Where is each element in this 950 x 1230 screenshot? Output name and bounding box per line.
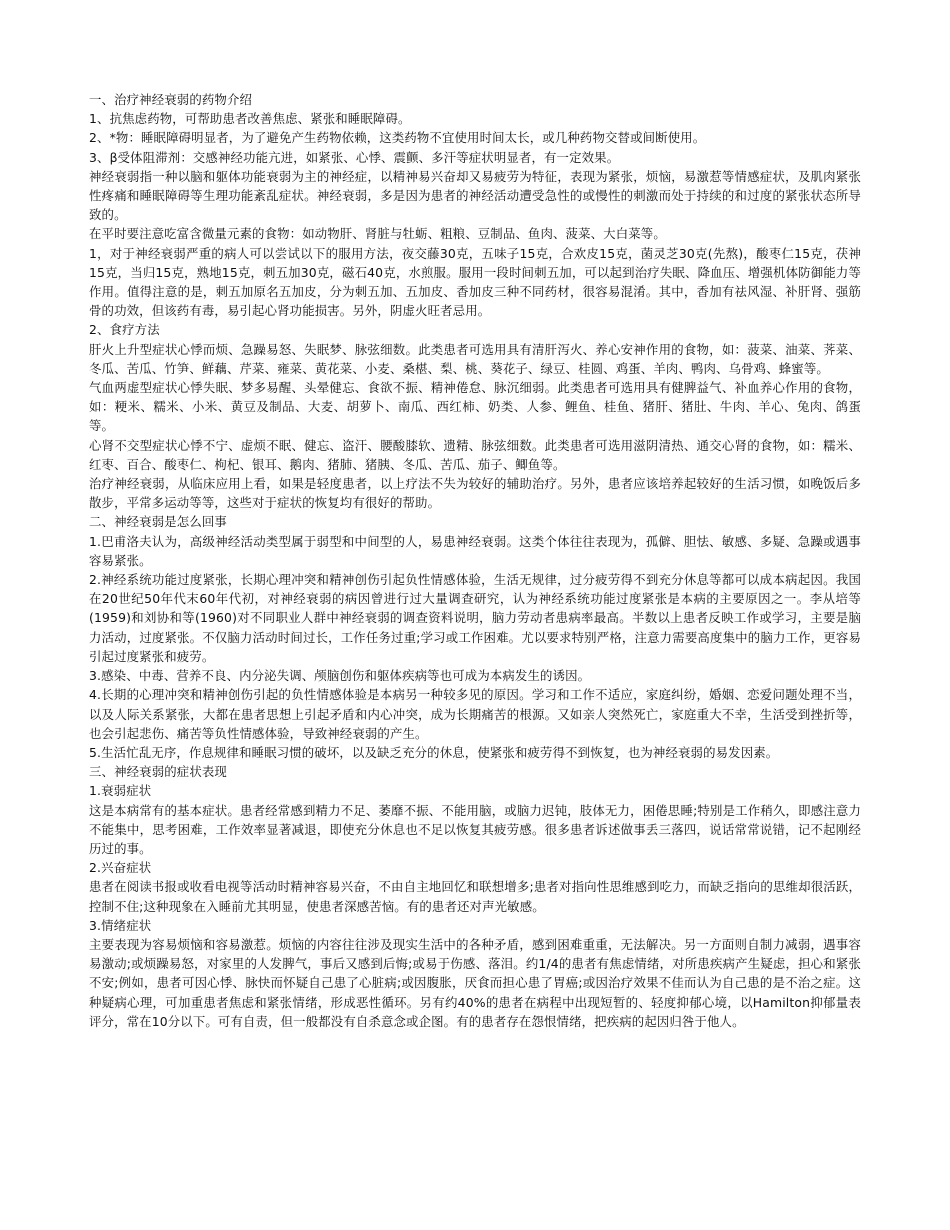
- subheading-emotional-symptoms: 3.情绪症状: [89, 917, 152, 933]
- drug-item-beta-blocker: 3、β受体阻滞剂：交感神经功能亢进，如紧张、心悸、震颤、多汗等症状明显者，有一定效果。: [89, 149, 620, 165]
- subheading-diet-therapy: 2、食疗方法: [89, 322, 160, 338]
- diet-liver-fire-paragraph: 肝火上升型症状心悸而烦、急躁易怒、失眠梦、脉弦细数。此类患者可选用具有清肝泻火、养心安神作用的食物，如：菠菜、油菜、荠菜、冬瓜、苦瓜、竹笋、鲜藕、芹菜、雍菜、黄花菜、小麦、桑椹、梨、桃、葵花子、绿豆、桂圆、鸡蛋、羊肉、鸭肉、乌骨鸡、蜂蜜等。: [89, 341, 861, 376]
- subheading-excitement-symptoms: 2.兴奋症状: [89, 860, 152, 876]
- diet-heart-kidney-paragraph: 心肾不交型症状心悸不宁、虚烦不眠、健忘、盗汗、腰酸膝软、遗精、脉弦细数。此类患者可选用滋阴清热、通交心肾的食物，如：糯米、红枣、百合、酸枣仁、枸杞、银耳、鹅肉、猪肺、猪胰、冬瓜、苦瓜、茄子、鲫鱼等。: [89, 437, 861, 472]
- cause-item-4: 4.长期的心理冲突和精神创伤引起的负性情感体验是本病另一种较多见的原因。学习和工作不适应，家庭纠纷，婚姻、恋爱问题处理不当，以及人际关系紧张，大都在患者思想上引起矛盾和内心冲突，成为长期痛苦的根源。又如亲人突然死亡，家庭重大不幸，生活受到挫折等，也会引起悲伤、痛苦等负性情感体验，导致神经衰弱的产生。: [89, 687, 861, 741]
- cause-item-5: 5.生活忙乱无序，作息规律和睡眠习惯的破坏，以及缺乏充分的休息，使紧张和疲劳得不到恢复，也为神经衰弱的易发因素。: [89, 744, 779, 760]
- section-heading-symptoms: 三、神经衰弱的症状表现: [89, 764, 227, 780]
- cause-item-3: 3.感染、中毒、营养不良、内分泌失调、颅脑创伤和躯体疾病等也可成为本病发生的诱因。: [89, 668, 591, 684]
- subheading-weakness-symptoms: 1.衰弱症状: [89, 783, 152, 799]
- cause-item-2: 2.神经系统功能过度紧张，长期心理冲突和精神创伤引起负性情感体验，生活无规律，过分疲劳得不到充分休息等都可以成本病起因。我国在20世纪50年代末60年代初，对神经衰弱的病因曾进行过大量调查研究，认为神经系统功能过度紧张是本病的主要原因之一。李从培等(1959)和刘协和等(1960)对不同职业人群中神经衰弱的调查资料说明，脑力劳动者患病率最高。半数以上患者反映工作或学习，主要是脑力活动，过度紧张。不仅脑力活动时间过长，工作任务过重;学习或工作困难。尤以要求特别严格，注意力需要高度集中的脑力工作，更容易引起过度紧张和疲劳。: [89, 572, 861, 664]
- section-heading-causes: 二、神经衰弱是怎么回事: [89, 514, 227, 530]
- herbal-prescription-paragraph: 1，对于神经衰弱严重的病人可以尝试以下的服用方法，夜交藤30克，五味子15克，合欢皮15克，菌灵芝30克(先熬)，酸枣仁15克，茯神15克，当归15克，熟地15克，刺五加30克，磁石40克，水煎服。服用一段时间刺五加，可以起到治疗失眠、降血压、增强机体防御能力等作用。值得注意的是，刺五加原名五加皮，分为刺五加、五加皮、香加皮三种不同药材，很容易混淆。其中，香加有祛风湿、补肝肾、强筋骨的功效，但该药有毒，易引起心肾功能损害。另外，阴虚火旺者忌用。: [89, 245, 861, 319]
- drug-item-sleep-medication: 2、*物：睡眠障碍明显者，为了避免产生药物依赖，这类药物不宜使用时间太长，或几种药物交替或间断使用。: [89, 130, 706, 146]
- definition-paragraph: 神经衰弱指一种以脑和躯体功能衰弱为主的神经症，以精神易兴奋却又易疲劳为特征，表现为紧张，烦恼，易激惹等情感症状，及肌肉紧张性疼痛和睡眠障碍等生理功能紊乱症状。神经衰弱，多是因为患者的神经活动遭受急性的或慢性的刺激而处于持续的和过度的紧张状态所导致的。: [89, 168, 861, 223]
- diet-qi-blood-paragraph: 气血两虚型症状心悸失眠、梦多易醒、头晕健忘、食欲不振、精神倦怠、脉沉细弱。此类患者可选用具有健脾益气、补血养心作用的食物，如：粳米、糯米、小米、黄豆及制品、大麦、胡萝卜、南瓜、西红柿、奶类、人参、鲤鱼、桂鱼、猪肝、猪肚、牛肉、羊心、兔肉、鸽蛋等。: [89, 380, 861, 434]
- section-heading-drug-treatment: 一、治疗神经衰弱的药物介绍: [89, 92, 253, 107]
- excitement-symptoms-paragraph: 患者在阅读书报或收看电视等活动时精神容易兴奋，不由自主地回忆和联想增多;患者对指向性思维感到吃力，而缺乏指向的思维却很活跃，控制不住;这种现象在入睡前尤其明显，使患者深感苦恼。有的患者还对声光敏感。: [89, 879, 861, 914]
- emotional-symptoms-paragraph: 主要表现为容易烦恼和容易激惹。烦恼的内容往往涉及现实生活中的各种矛盾，感到困难重重，无法解决。另一方面则自制力减弱，遇事容易激动;或烦躁易怒，对家里的人发脾气，事后又感到后悔;或易于伤感、落泪。约1/4的患者有焦虑情绪，对所患疾病产生疑虑，担心和紧张不安;例如，患者可因心悸、脉快而怀疑自己患了心脏病;或因腹胀，厌食而担心患了胃癌;或因治疗效果不佳而认为自己患的是不治之症。这种疑病心理，可加重患者焦虑和紧张情绪，形成恶性循环。另有约40%的患者在病程中出现短暂的、轻度抑郁心境，以Hamilton抑郁量表评分，常在10分以下。可有自责，但一般都没有自杀意念或企图。有的患者存在怨恨情绪，把疾病的起因归咎于他人。: [89, 936, 861, 1029]
- document-body: [89, 90, 861, 1031]
- drug-item-anti-anxiety: 1、抗焦虑药物，可帮助患者改善焦虑、紧张和睡眠障碍。: [89, 111, 411, 127]
- diet-trace-elements-paragraph: 在平时要注意吃富含微量元素的食物：如动物肝、肾脏与牡蛎、粗粮、豆制品、鱼肉、菠菜、大白菜等。: [89, 226, 666, 242]
- cause-item-1: 1.巴甫洛夫认为，高级神经活动类型属于弱型和中间型的人，易患神经衰弱。这类个体往往表现为，孤僻、胆怯、敏感、多疑、急躁或遇事容易紧张。: [89, 533, 861, 568]
- weakness-symptoms-paragraph: 这是本病常有的基本症状。患者经常感到精力不足、萎靡不振、不能用脑，或脑力迟钝，肢体无力，困倦思睡;特别是工作稍久，即感注意力不能集中，思考困难，工作效率显著减退，即使充分休息也不足以恢复其疲劳感。很多患者诉述做事丢三落四，说话常常说错，记不起刚经历过的事。: [89, 802, 861, 856]
- treatment-summary-paragraph: 治疗神经衰弱，从临床应用上看，如果是轻度患者，以上疗法不失为较好的辅助治疗。另外，患者应该培养起较好的生活习惯，如晚饭后多散步，平常多运动等等，这些对于症状的恢复均有很好的帮助。: [89, 476, 861, 511]
